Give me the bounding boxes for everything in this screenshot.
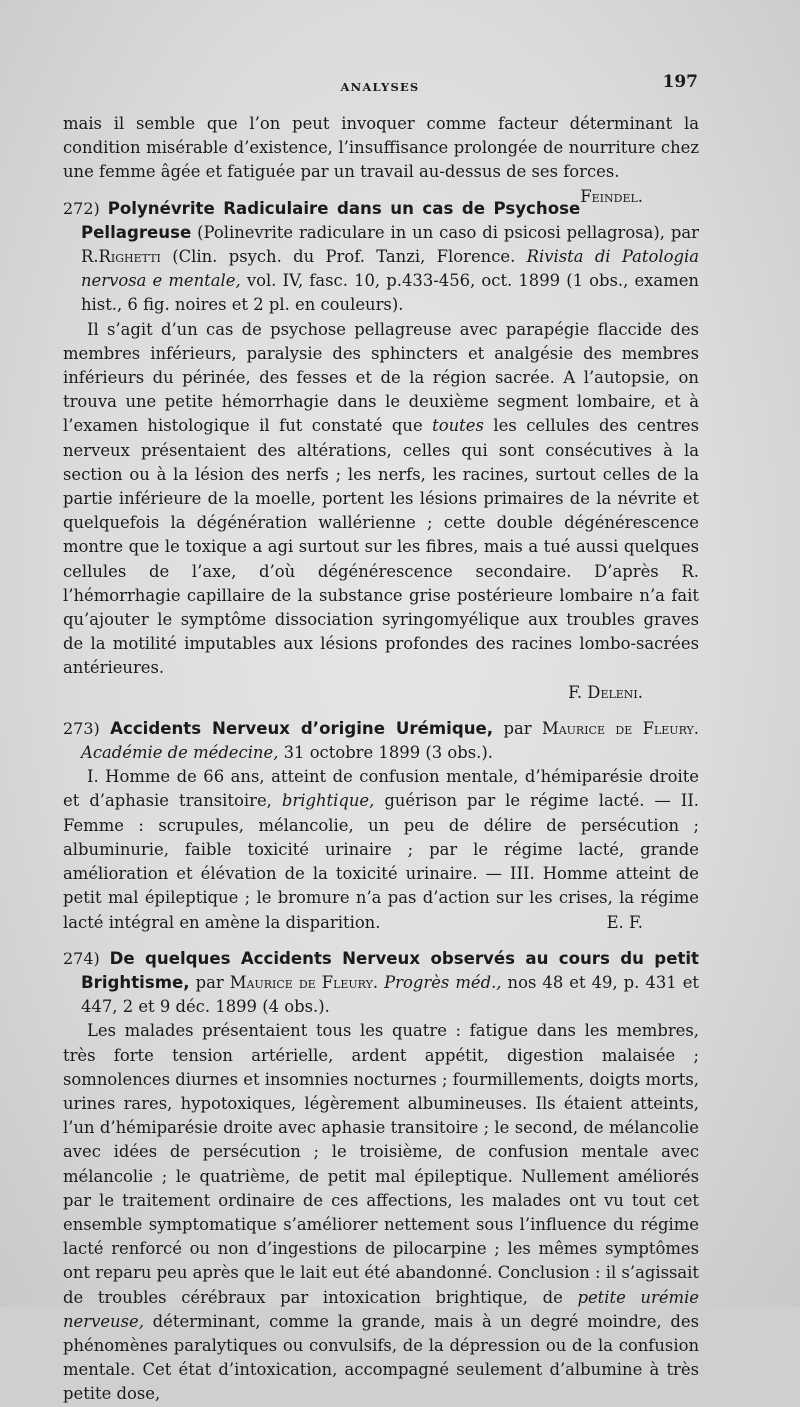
article-272-signature: F. Deleni. <box>568 682 643 702</box>
article-272-number: 272) <box>63 198 100 218</box>
article-272-body <box>63 318 699 681</box>
article-272-heading <box>63 197 699 318</box>
article-272 <box>63 197 699 705</box>
article-273-ref-b: 31 octobre 1899 (3 obs.). <box>283 743 493 763</box>
article-273-body-em: brightique, <box>281 791 375 811</box>
article-274 <box>63 947 699 1407</box>
article-274-title: De quelques Accidents Nerveux observés au cours du petit Brightisme, <box>81 948 699 992</box>
article-273-body-b: guérison par le régime lacté. — II. Femme : scrupules, mélancolie, un peu de délire de persécution ; albuminurie, faible toxicité urinaire ; par le régime lacté, grande amélioration et élévation de la toxicité urinaire. — III. Homme atteint de petit mal épileptique ; le bromure n’a pas d’action sur les crises, la régime lacté intégral en amène la disparition. <box>63 791 700 932</box>
article-273-ref-a: par <box>503 718 532 738</box>
article-272-journal: Rivista di Patologia nervosa e mentale, <box>81 247 700 291</box>
article-273 <box>63 717 699 935</box>
article-272-ref-c: vol. IV, fasc. 10, p.433-456, oct. 1899 (1 obs., examen hist., 6 fig. noires et 2 pl. en couleurs). <box>81 271 699 315</box>
article-274-ref-b: nos 48 et 49, p. 431 et 447, 2 et 9 déc. 1899 (4 obs.). <box>81 972 699 1017</box>
page-body <box>63 112 699 1407</box>
article-274-ref-a: par <box>195 972 224 992</box>
page-header <box>60 72 700 98</box>
article-272-body-b: les cellules des centres nerveux présentaient des altérations, celles qui sont consécutives à la section ou à la lésion des nerfs ; les nerfs, les racines, surtout celles de la partie inférieure de la moelle, portent les lésions primaires de la névrite et quelquefois la dégénération wallérienne ; cette double dégénérescence montre que le toxique a agi surtout sur les fibres, mais a tué aussi quelques cellules de l’axe, d’où dégénérescence secondaire. D’après R. l’hémorrhagie capillaire de la substance grise postérieure lombaire n’a fait qu’ajouter le symptôme dissociation syringomyélique aux troubles graves de la motilité imputables aux lésions profondes des racines lombo-sacrées antérieures. <box>63 416 699 678</box>
article-273-title: Accidents Nerveux d’origine Urémique, <box>110 718 494 738</box>
article-272-ref-a: (Polinevrite radiculare in un caso di psicosi pellagrosa), par <box>197 222 699 242</box>
article-272-body-em: toutes <box>432 416 484 436</box>
article-273-signature: E. F. <box>606 912 643 932</box>
page-number: 197 <box>662 72 698 92</box>
article-272-author: R.Righetti <box>81 247 161 267</box>
article-273-body <box>63 765 699 934</box>
article-273-number: 273) <box>63 718 100 738</box>
article-274-journal: Progrès méd., <box>384 972 502 992</box>
article-273-heading <box>63 717 699 765</box>
article-274-author: Maurice de Fleury. <box>229 972 379 992</box>
article-274-body-b: déterminant, comme la grande, mais à un degré moindre, des phénomènes paralytiques ou convulsifs, de la dépression ou de la confusion mentale. Cet état d’intoxication, accompagné seulement d’albumine à très petite dose, <box>63 1311 699 1404</box>
article-272-body-a: Il s’agit d’un cas de psychose pellagreuse avec parapégie flaccide des membres inférieurs, paralysie des sphincters et analgésie des membres inférieurs du périnée, des fesses et de la région sacrée. A l’autopsie, on trouva une petite hémorrhagie dans le deuxième segment lombaire, et à l’examen histologique il fut constaté que <box>63 319 699 436</box>
article-274-heading <box>63 947 699 1020</box>
article-273-body-a: I. Homme de 66 ans, atteint de confusion mentale, d’hémiparésie droite et d’aphasie transitoire, <box>63 767 699 811</box>
article-274-body-a: Les malades présentaient tous les quatre : fatigue dans les membres, très forte tension artérielle, ardent appétit, digestion malaisée ; somnolences diurnes et insomnies nocturnes ; fourmillements, doigts morts, urines rares, hypotoxiques, légèrement albumineuses. Ils étaient atteints, l’un d’hémiparésie droite avec aphasie transitoire ; le second, de mélancolie avec idées de persécution ; le troisième, de confusion mentale avec mélancolie ; le quatrième, de petit mal épileptique. Nullement améliorés par le traitement ordinaire de ces affections, les malades ont vu tout cet ensemble symptomatique s’améliorer nettement sous l’influence du régime lacté renforcé ou non d’ingestions de pilocarpine ; les mêmes symptômes ont reparu peu après que le lait eut été abandonné. Conclusion : il s’agissait de troubles cérébraux par intoxication brightique, de <box>63 1021 699 1307</box>
article-274-body-em: petite urémie nerveuse, <box>63 1287 700 1331</box>
article-272-title: Polynévrite Radiculaire dans un cas de Psychose Pellagreuse <box>81 198 581 242</box>
article-274-body <box>63 1019 699 1406</box>
article-273-journal: Académie de médecine, <box>81 743 279 763</box>
intro-paragraph <box>63 112 699 206</box>
article-273-author: Maurice de Fleury. <box>541 718 699 738</box>
running-head: ANALYSES <box>340 80 420 94</box>
intro-text: mais il semble que l’on peut invoquer comme facteur déterminant la condition misérable d’existence, l’insuffisance prolongée de nourriture chez une femme âgée et fatiguée par un travail au-dessus de ses forces. <box>63 114 699 182</box>
intro-signature: Feindel. <box>580 186 643 206</box>
article-274-number: 274) <box>63 948 100 968</box>
article-272-ref-b: (Clin. psych. du Prof. Tanzi, Florence. <box>172 247 516 267</box>
